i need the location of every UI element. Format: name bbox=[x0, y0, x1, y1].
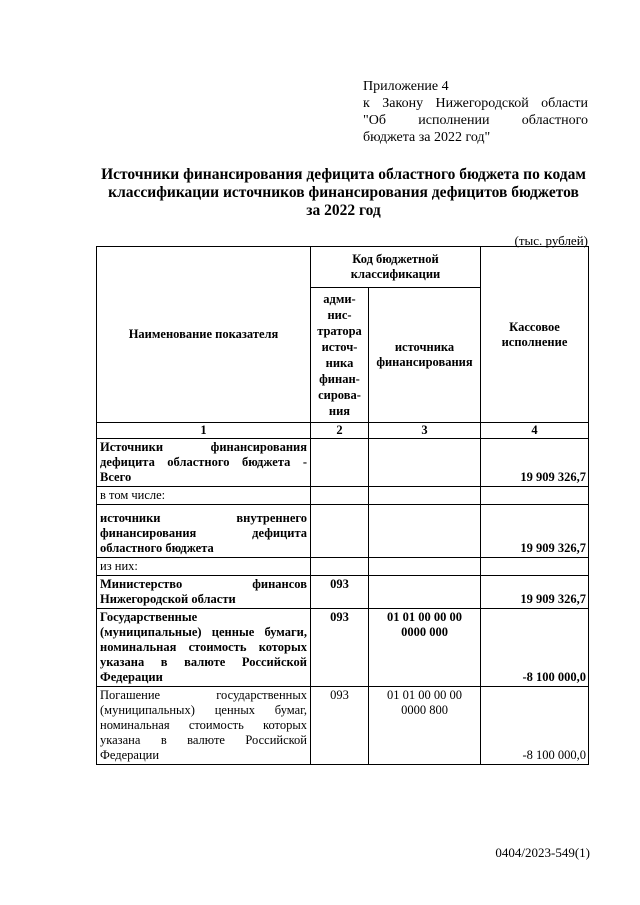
row-amount: 19 909 326,7 bbox=[481, 439, 589, 487]
document-reference-number: 0404/2023-549(1) bbox=[495, 845, 590, 860]
header-name bbox=[97, 247, 311, 423]
header-exec-line: Кассовое bbox=[509, 319, 560, 334]
table-row bbox=[97, 439, 589, 487]
header-code-line: классификации bbox=[350, 267, 441, 281]
row-name-line: номинальная стоимость которых bbox=[100, 718, 307, 732]
table-row bbox=[97, 558, 589, 576]
col-number: 1 bbox=[97, 423, 311, 439]
row-code-line: 01 01 00 00 00 bbox=[387, 688, 462, 702]
row-name-line: Всего bbox=[100, 470, 132, 484]
header-name-label: Наименование показателя bbox=[128, 327, 279, 341]
column-number-row bbox=[97, 423, 589, 439]
row-code-line: 01 01 00 00 00 bbox=[387, 610, 462, 624]
row-admin: 093 bbox=[311, 609, 369, 687]
col-number: 3 bbox=[369, 423, 481, 439]
row-name bbox=[97, 439, 311, 487]
row-name-line: (муниципальные) ценные бумаги, bbox=[100, 625, 307, 639]
row-code-line: 0000 800 bbox=[401, 703, 448, 717]
header-source-line: финансирования bbox=[376, 355, 473, 369]
row-code bbox=[369, 687, 481, 765]
empty-cell bbox=[481, 558, 589, 576]
row-name-line: Погашение государственных bbox=[100, 688, 307, 702]
empty-cell bbox=[481, 487, 589, 505]
row-name-line: источники внутреннего bbox=[100, 511, 307, 525]
table-row bbox=[97, 609, 589, 687]
header-admin-line: нис- bbox=[327, 308, 352, 322]
header-code-line: Код бюджетной bbox=[352, 252, 439, 266]
row-name-line: Нижегородской области bbox=[100, 592, 236, 606]
row-name bbox=[97, 609, 311, 687]
row-admin: 093 bbox=[311, 687, 369, 765]
row-code bbox=[369, 576, 481, 609]
row-name-line: Источники финансирования bbox=[100, 440, 307, 454]
row-amount: -8 100 000,0 bbox=[481, 609, 589, 687]
row-code-line: 0000 000 bbox=[401, 625, 448, 639]
row-admin bbox=[311, 505, 369, 558]
title-line: за 2022 год bbox=[306, 202, 381, 219]
header-admin-line: финан- bbox=[319, 372, 360, 386]
row-name-line: финансирования дефицита bbox=[100, 526, 307, 540]
row-name-line: (муниципальных) ценных бумаг, bbox=[100, 703, 307, 717]
header-admin-line: ния bbox=[328, 404, 351, 418]
col-number: 2 bbox=[311, 423, 369, 439]
header-admin-line: тратора bbox=[317, 324, 362, 338]
appendix-line: бюджета за 2022 год" bbox=[363, 130, 491, 145]
row-name bbox=[97, 576, 311, 609]
appendix-line: "Об исполнении областного bbox=[363, 113, 588, 128]
empty-cell bbox=[369, 558, 481, 576]
title-line: Источники финансирования дефицита областного бюджета по кодам bbox=[101, 166, 586, 183]
row-name-line: областного бюджета bbox=[100, 541, 214, 555]
row-name-line: Министерство финансов bbox=[100, 577, 307, 591]
header-source-line: источника bbox=[394, 340, 455, 354]
row-label: из них: bbox=[97, 558, 311, 576]
col-number: 4 bbox=[481, 423, 589, 439]
table-row bbox=[97, 576, 589, 609]
row-admin: 093 bbox=[311, 576, 369, 609]
row-name bbox=[97, 505, 311, 558]
units-note: (тыс. рублей) bbox=[514, 233, 588, 248]
row-name-line: Государственные bbox=[100, 610, 198, 624]
row-name-line: указана в валюте Российской bbox=[100, 655, 307, 669]
appendix-line: к Закону Нижегородской области bbox=[363, 96, 588, 111]
row-name-line: Федерации bbox=[100, 670, 163, 684]
header-code-group bbox=[311, 247, 481, 288]
row-name-line: Федерации bbox=[100, 748, 160, 762]
row-code bbox=[369, 439, 481, 487]
row-amount: 19 909 326,7 bbox=[481, 576, 589, 609]
empty-cell bbox=[369, 487, 481, 505]
appendix-reference bbox=[363, 78, 588, 146]
header-admin-line: адми- bbox=[323, 292, 356, 306]
row-label: в том числе: bbox=[97, 487, 311, 505]
table-row bbox=[97, 487, 589, 505]
header-admin-line: сирова- bbox=[318, 388, 361, 402]
appendix-line: Приложение 4 bbox=[363, 79, 449, 94]
document-title bbox=[96, 166, 591, 220]
row-admin bbox=[311, 439, 369, 487]
header-execution bbox=[481, 247, 589, 423]
row-code bbox=[369, 609, 481, 687]
table-row bbox=[97, 505, 589, 558]
header-admin-line: ника bbox=[325, 356, 354, 370]
row-name-line: указана в валюте Российской bbox=[100, 733, 307, 747]
title-line: классификации источников финансирования дефицитов бюджетов bbox=[108, 184, 579, 201]
row-amount: -8 100 000,0 bbox=[481, 687, 589, 765]
empty-cell bbox=[311, 558, 369, 576]
row-name-line: дефицита областного бюджета - bbox=[100, 455, 307, 469]
empty-cell bbox=[311, 487, 369, 505]
header-source bbox=[369, 288, 481, 423]
header-admin-line: источ- bbox=[321, 340, 358, 354]
row-name bbox=[97, 687, 311, 765]
header-admin bbox=[311, 288, 369, 423]
header-exec-line: исполнение bbox=[501, 334, 568, 349]
table-header-row bbox=[97, 247, 589, 288]
sources-table bbox=[96, 246, 589, 765]
table-row bbox=[97, 687, 589, 765]
row-name-line: номинальная стоимость которых bbox=[100, 640, 307, 654]
row-code bbox=[369, 505, 481, 558]
row-amount: 19 909 326,7 bbox=[481, 505, 589, 558]
